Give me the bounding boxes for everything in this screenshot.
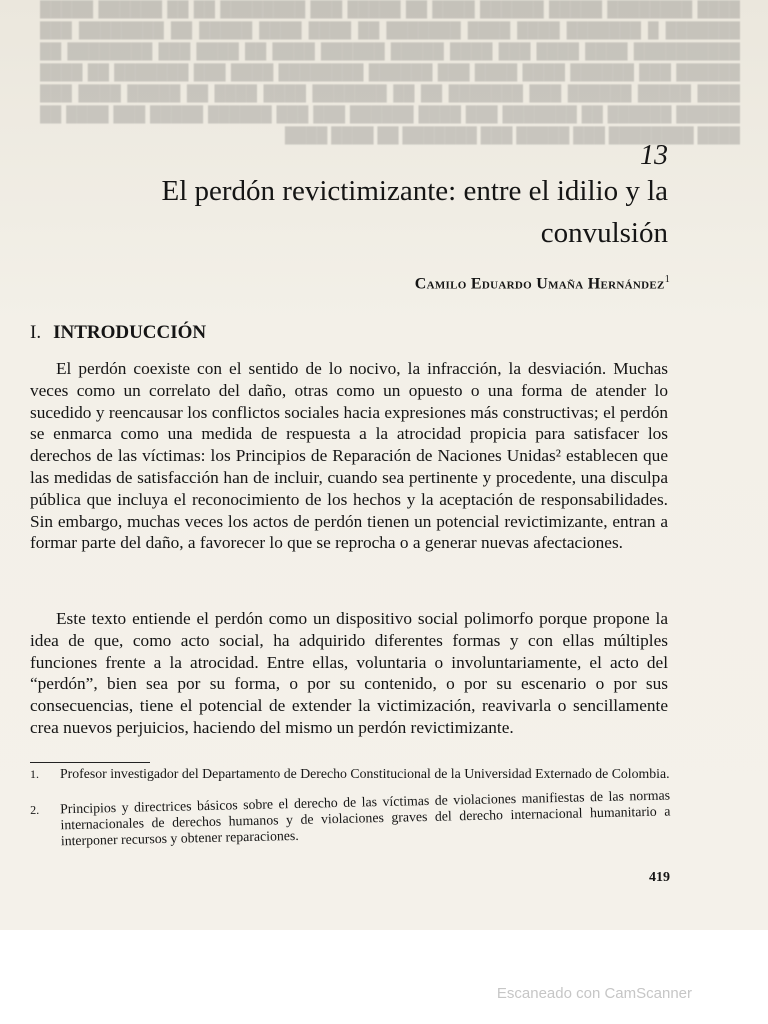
section-number: I. [30, 322, 42, 343]
chapter-title: El perdón revictimizante: entre el idilio y la convulsión [161, 175, 668, 249]
paragraph [30, 608, 668, 739]
author-footnote-marker: 1 [664, 274, 670, 285]
footnote [30, 766, 670, 782]
chapter-author [415, 274, 670, 293]
footnote [30, 787, 671, 850]
section-title: INTRODUCCIÓN [53, 322, 207, 343]
author-name: Camilo Eduardo Umaña Hernández [414, 275, 665, 293]
page-number: 419 [649, 870, 670, 885]
paragraph-text: El perdón coexiste con el sentido de lo nocivo, la infracción, la desviación. Muchas veces como un correlato del daño, otras como un opuesto o una forma de atender lo sucedido y reencausar los conflictos sociales hacia expresiones más constructivas; el perdón se enmarca como una medida de respuesta a la atrocidad propicia para satisfacer los derechos de las víctimas: los Principios de Reparación de Naciones Unidas² establecen que las medidas de satisfacción han de incluir, cuando sea pertinente y procedente, una disculpa pública que incluya el reconocimiento de los hechos y la aceptación de responsabilidades. Sin embargo, muchas veces los actos de perdón tienen un potencial revictimizante, entran a formar parte del daño, a favorecer lo que se reprocha o a generar nuevas afectaciones. [30, 359, 668, 553]
paragraph [30, 358, 668, 554]
footnote-rule [30, 762, 150, 763]
footnote-number: 2. [30, 802, 40, 817]
camscanner-watermark: Escaneado con CamScanner [496, 985, 692, 1002]
bleed-through-texture: ████ ████████ █████ ██████ ████ ██ █████ ███ ████████ ██ ██ ██████ █████ ███████ █ ███████ ████ ████ ███████ ██ ████ ████ █████ ██ ████████ ███ ██████████ ████ ████ ███ ████ █████ ██████ ████ ██ ████ ███ ████████ ██ ██████ ███ ██████ ████ ████ ███ ██████ ████████ ████ ███ ███████ ██ ████ ████ █████ ██████ ███ ███████ ██ ██ ███████ ████ ████ ██ █████ ████ ███ ██████ ██████ ██ ███████ ███ ████ ██████ ███ ███ ██████ █████ ███ ████ ██ ████ ████████ ███ █████ ███ ███████ ██ ████ ████ [40, 2, 740, 144]
footnote-text: Principios y directrices básicos sobre el derecho de las víctimas de violaciones manifiestas de las normas internacionales de derechos humanos y de violaciones graves del derecho internacional humanitario a interponer recursos y obtener reparaciones. [59, 787, 671, 849]
chapter-number: 13 [640, 140, 668, 171]
paragraph-text: Este texto entiende el perdón como un dispositivo social polimorfo porque propone la idea de que, como acto social, ha adquirido diferentes formas y con ellas múltiples funciones frente a la atrocidad. Entre ellas, voluntaria o involuntariamente, el acto del “perdón”, bien sea por su forma, o por su contenido, o por su escenario o por sus consecuencias, tiene el potencial de extender la victimización, reavivarla o sencillamente crea nuevos perjuicios, haciendo del mismo un perdón revictimizante. [30, 609, 668, 737]
footnote-text: Profesor investigador del Departamento de Derecho Constitucional de la Universidad Externado de Colombia. [60, 766, 670, 781]
section-heading [30, 322, 206, 344]
footnote-number: 1. [30, 767, 39, 781]
